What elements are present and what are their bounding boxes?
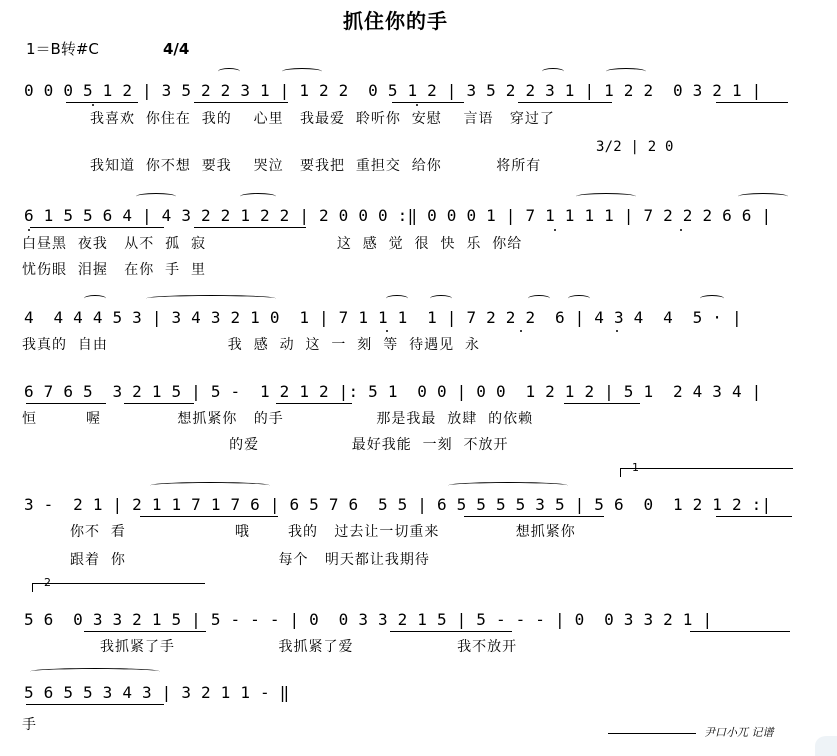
lyrics-row-5-verse-2: 跟着 你 每个 明天都让我期待 [70, 552, 430, 568]
notation-row-3: 4 4 4 4 5 3 | 3 4 3 2 1 0 1 | 7 1 1 1 1 | 7 2 2 2 6 | 4 3 4 4 5 · | [24, 308, 742, 327]
slur-mark [700, 295, 724, 302]
lyrics-row-4-verse-1: 恒 喔 想抓紧你 的手 那是我最 放肆 的依赖 [22, 411, 534, 427]
slur-mark [576, 193, 636, 200]
notation-row-1-aux: 3/2 | 2 0 [596, 139, 674, 155]
lyrics-row-1-verse-1: 我喜欢 你住在 我的 心里 我最爱 聆听你 安慰 言语 穿过了 [90, 111, 555, 127]
lyrics-row-2-verse-2: 忧伤眼 泪握 在你 手 里 [22, 262, 207, 278]
slur-mark [146, 295, 276, 302]
notation-row-2: 6 1 5 5 6 4 | 4 3 2 2 1 2 2 | 2 0 0 0 :‖ 0 0 0 1 | 7 1 1 1 1 | 7 2 2 2 6 6 | [24, 206, 772, 225]
slur-mark [240, 193, 276, 200]
slur-mark [282, 68, 322, 75]
octave-dot [28, 229, 30, 231]
watermark-icon [815, 736, 837, 756]
octave-dot [92, 104, 94, 106]
slur-mark [136, 193, 176, 200]
volta-label-1: 1 [632, 461, 639, 474]
underline-mark [194, 102, 288, 103]
slur-mark [568, 295, 590, 302]
slur-mark [386, 295, 408, 302]
slur-mark [606, 68, 646, 75]
lyrics-row-4-verse-2: 的爱 最好我能 一刻 不放开 [22, 437, 509, 453]
underline-mark [716, 102, 788, 103]
underline-mark [124, 403, 194, 404]
underline-mark [26, 704, 164, 705]
underline-mark [390, 631, 512, 632]
underline-mark [194, 227, 306, 228]
credit-rule [608, 733, 696, 734]
underline-mark [30, 227, 164, 228]
lyrics-row-3: 我真的 自由 我 感 动 这 一 刻 等 待遇见 永 [22, 337, 481, 353]
underline-mark [84, 631, 206, 632]
slur-mark [150, 482, 270, 489]
volta-bracket-1 [620, 468, 793, 477]
underline-mark [464, 516, 604, 517]
notation-row-4: 6 7 6 5 3 2 1 5 | 5 - 1 2 1 2 |: 5 1 0 0 | 0 0 1 2 1 2 | 5 1 2 4 3 4 | [24, 382, 762, 401]
notation-row-5: 3 - 2 1 | 2 1 1 7 1 7 6 | 6 5 7 6 5 5 | 6 5 5 5 5 3 5 | 5 6 0 1 2 1 2 :| [24, 495, 772, 514]
octave-dot [616, 330, 618, 332]
lyrics-row-5-verse-1: 你不 看 哦 我的 过去让一切重来 想抓紧你 [70, 524, 576, 540]
underline-mark [690, 631, 790, 632]
octave-dot [416, 104, 418, 106]
underline-mark [716, 516, 792, 517]
underline-mark [140, 516, 278, 517]
slur-mark [738, 193, 788, 200]
lyrics-row-2-verse-1: 白昼黑 夜我 从不 孤 寂 这 感 觉 很 快 乐 你给 [22, 236, 523, 252]
credit-signature: 尹口小兀 记谱 [704, 726, 774, 739]
lyrics-row-1-verse-2: 我知道 你不想 要我 哭泣 要我把 重担交 给你 将所有 [90, 158, 542, 174]
underline-mark [26, 403, 106, 404]
slur-mark [218, 68, 240, 75]
slur-mark [528, 295, 550, 302]
slur-mark [430, 295, 452, 302]
lyrics-row-6: 我抓紧了手 我抓紧了爱 我不放开 [100, 639, 518, 655]
notation-row-1: 0 0 0 5 1 2 | 3 5 2 2 3 1 | 1 2 2 0 5 1 2 | 3 5 2 2 3 1 | 1 2 2 0 3 2 1 | [24, 81, 762, 100]
octave-dot [554, 229, 556, 231]
slur-mark [30, 668, 160, 675]
underline-mark [66, 102, 138, 103]
volta-bracket-2 [32, 583, 205, 592]
time-signature: 4/4 [163, 40, 190, 58]
octave-dot [680, 229, 682, 231]
slur-mark [542, 68, 564, 75]
key-signature: 1＝B转#C [26, 40, 99, 58]
slur-mark [84, 295, 106, 302]
underline-mark [518, 102, 612, 103]
octave-dot [520, 330, 522, 332]
page-title: 抓住你的手 [343, 9, 448, 33]
volta-label-2: 2 [44, 576, 51, 589]
notation-row-6: 5 6 0 3 3 2 1 5 | 5 - - - | 0 0 3 3 2 1 5 | 5 - - - | 0 0 3 3 2 1 | [24, 610, 713, 629]
octave-dot [386, 330, 388, 332]
underline-mark [564, 403, 640, 404]
slur-mark [448, 482, 568, 489]
underline-mark [276, 403, 352, 404]
underline-mark [392, 102, 464, 103]
notation-row-7: 5 6 5 5 3 4 3 | 3 2 1 1 - ‖ [24, 683, 290, 702]
lyrics-row-7: 手 [22, 717, 37, 733]
